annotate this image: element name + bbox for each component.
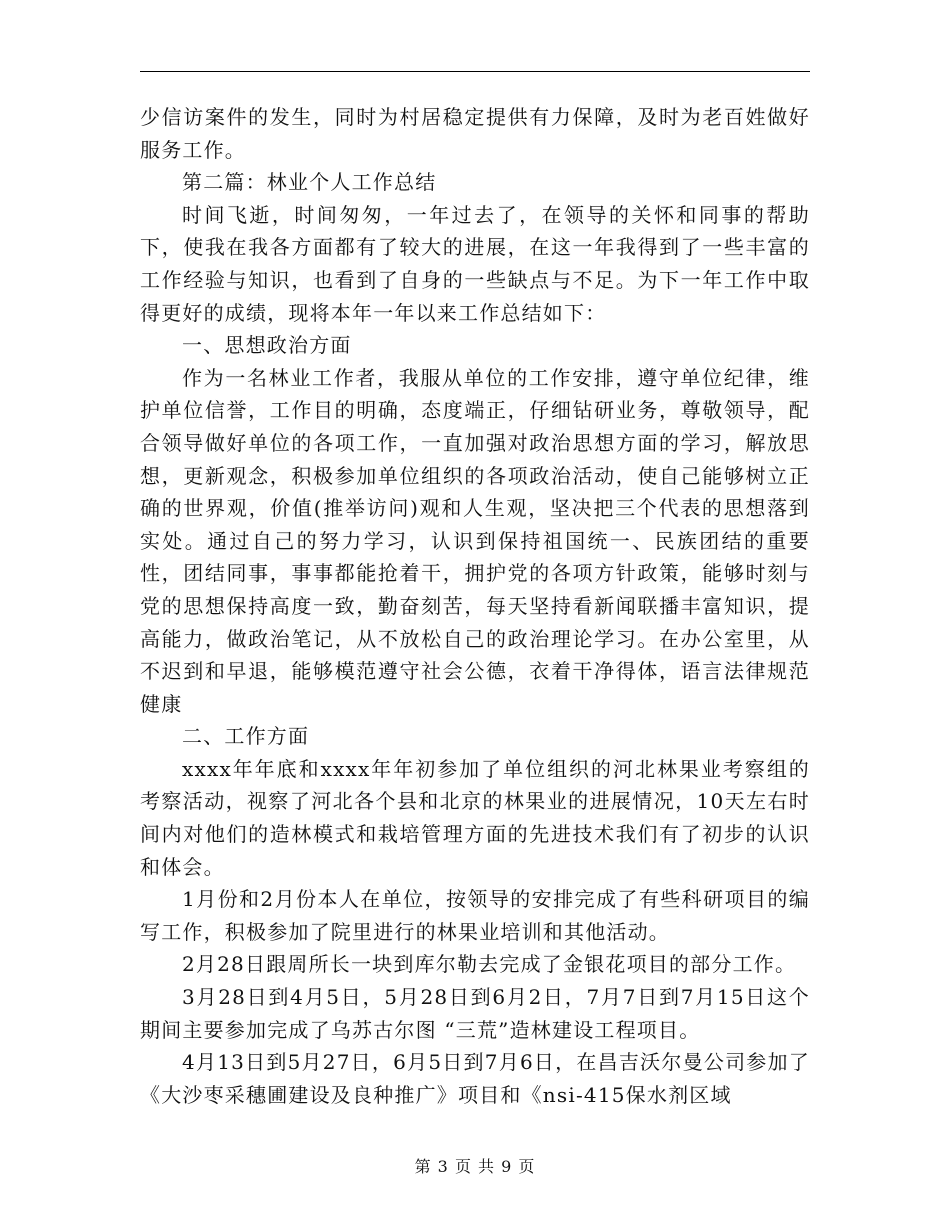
paragraph-intro: 时间飞逝，时间匆匆，一年过去了，在领导的关怀和同事的帮助下，使我在我各方面都有了较大的进展，在这一年我得到了一些丰富的工作经验与知识，也看到了自身的一些缺点与不足。为下一年工作中取得更好的成绩，现将本年一年以来工作总结如下： [140,202,810,325]
page-number: 第 3 页 共 9 页 [414,1157,536,1176]
paragraph-continuation: 少信访案件的发生，同时为村居稳定提供有力保障，及时为老百姓做好服务工作。 [140,105,810,162]
section-title-part-two: 第二篇：林业个人工作总结 [182,170,437,195]
paragraph-hebei-survey: xxxx年年底和xxxx年年初参加了单位组织的河北林果业考察组的考察活动，视察了河北各个县和北京的林果业的进展情况，10天左右时间内对他们的造林模式和栽培管理方面的先进技术我们有了初步的认识和体会。 [140,756,810,879]
paragraph-march-july: 3月28日到4月5日，5月28日到6月2日，7月7日到7月15日这个期间主要参加完成了乌苏古尔图 “三荒”造林建设工程项目。 [140,985,810,1042]
heading-work: 二、工作方面 [182,724,310,749]
paragraph-april-july: 4月13日到5月27日，6月5日到7月6日，在昌吉沃尔曼公司参加了《大沙枣采穗圃建设及良种推广》项目和《nsi-415保水剂区域 [140,1050,810,1107]
heading-political-thought: 一、思想政治方面 [182,333,352,358]
page-footer [0,1154,950,1177]
document-body [140,101,810,1111]
paragraph-jan-feb: 1月份和2月份本人在单位，按领导的安排完成了有些科研项目的编写工作，积极参加了院里进行的林果业培训和其他活动。 [140,887,810,944]
paragraph-feb-28: 2月28日跟周所长一块到库尔勒去完成了金银花项目的部分工作。 [182,952,797,977]
paragraph-political-thought: 作为一名林业工作者，我服从单位的工作安排，遵守单位纪律，维护单位信誉，工作目的明确，态度端正，仔细钻研业务，尊敬领导，配合领导做好单位的各项工作，一直加强对政治思想方面的学习，解放思想，更新观念，积极参加单位组织的各项政治活动，使自己能够树立正确的世界观，价值(推举访问)观和人生观，坚决把三个代表的思想落到实处。通过自己的努力学习，认识到保持祖国统一、民族团结的重要性，团结同事，事事都能抢着干，拥护党的各项方针政策，能够时刻与党的思想保持高度一致，勤奋刻苦，每天坚持看新闻联播丰富知识，提高能力，做政治笔记，从不放松自己的政治理论学习。在办公室里，从不迟到和早退，能够模范遵守社会公德，衣着干净得体，语言法律规范健康 [140,365,810,716]
header-rule [140,71,810,72]
